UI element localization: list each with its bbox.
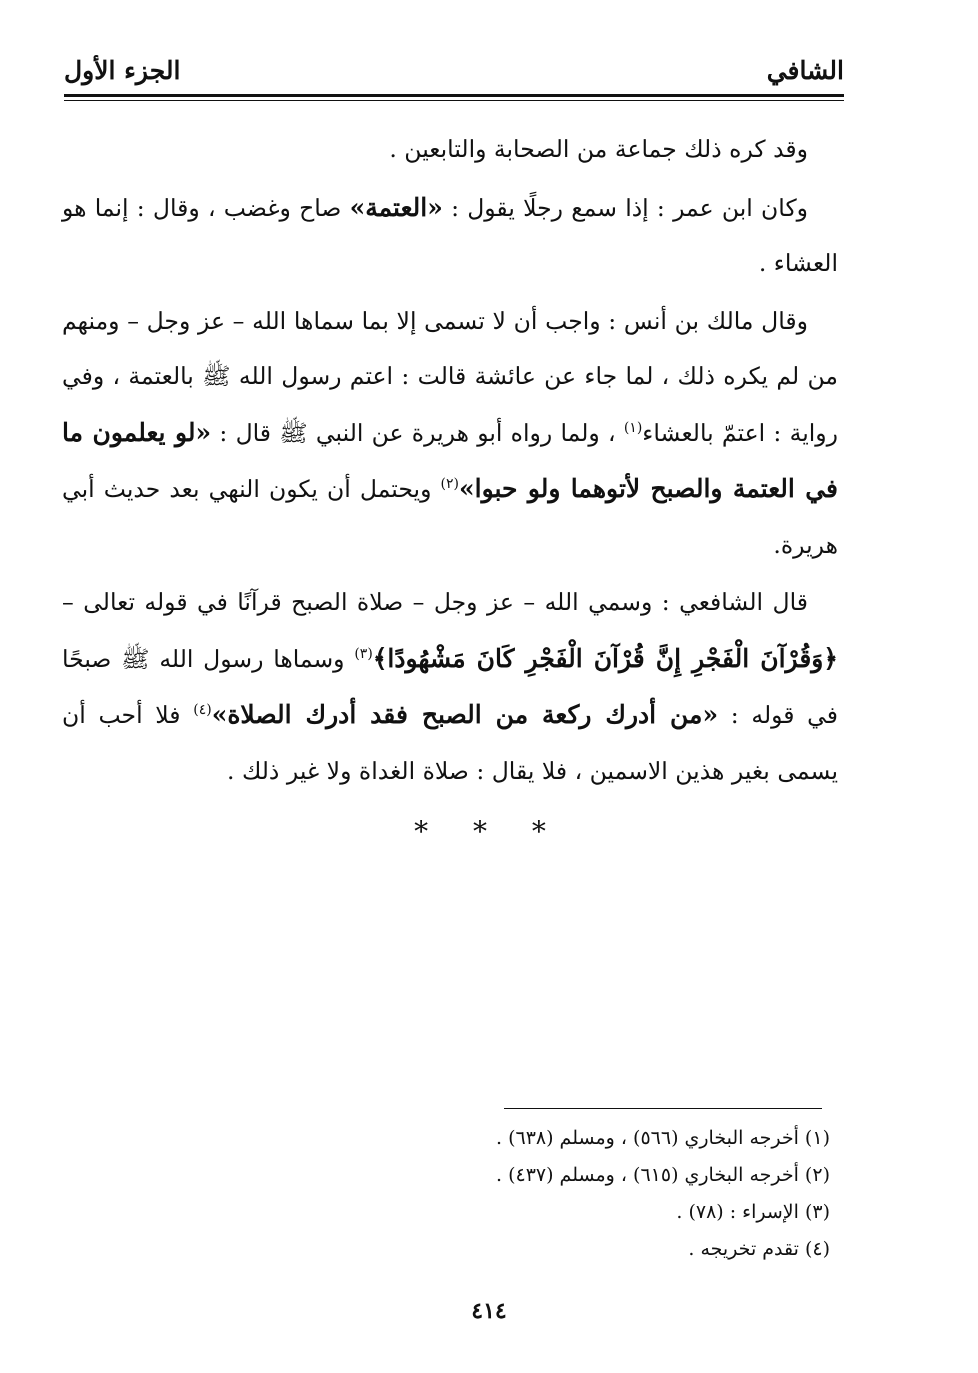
- paragraph-3: [62, 294, 838, 574]
- quran-verse: ﴿وَقُرْآنَ الْفَجْرِ إِنَّ قُرْآنَ الْفَجْرِ كَانَ مَشْهُودًا﴾: [372, 643, 838, 673]
- paragraph-1-text: وقد كره ذلك جماعة من الصحابة والتابعين .: [389, 135, 808, 163]
- footnotes: [420, 1120, 830, 1268]
- hadith-quote-2: «من أدرك ركعة من الصبح فقد أدرك الصلاة»: [211, 700, 719, 729]
- footnote-ref-4: (٤): [193, 702, 212, 719]
- section-separator: * * *: [414, 815, 564, 848]
- hadith-quote: «لو يعلمون ما في العتمة والصبح لأتوهما ولو حبوا»: [62, 417, 838, 503]
- part-label: الجزء الأول: [64, 56, 181, 85]
- paragraph-2-text-b: صاح وغضب ، وقال : إنما هو العشاء .: [62, 193, 838, 277]
- paragraph-4-text-a: قال الشافعي : وسمي الله – عز وجل – صلاة الصبح قرآنًا في قوله تعالى –: [62, 588, 808, 616]
- paragraph-4-text-b: وسماها رسول الله ﷺ صبحًا في قوله :: [62, 644, 839, 729]
- paragraph-3-text-c: ويحتمل أن يكون النهي بعد حديث أبي هريرة.: [62, 475, 838, 559]
- header-rule-thin: [64, 100, 844, 101]
- book-title: الشافي: [766, 56, 844, 85]
- page-number: ٤١٤: [471, 1298, 507, 1324]
- paragraph-2: [62, 180, 838, 292]
- paragraph-4-text-c: فلا أحب أن يسمى بغير هذين الاسمين ، فلا يقال : صلاة الغداة ولا غير ذلك .: [62, 701, 838, 785]
- main-text: [62, 122, 838, 801]
- footnote-ref-3: (٣): [354, 645, 373, 662]
- paragraph-1: [62, 122, 838, 178]
- paragraph-2-text-a: وكان ابن عمر : إذا سمع رجلًا يقول :: [442, 193, 808, 222]
- paragraph-4: [62, 575, 838, 799]
- footnote-rule: [504, 1108, 822, 1109]
- running-header: [64, 52, 844, 92]
- quoted-word: «العتمة»: [349, 192, 443, 222]
- header-rule: [64, 94, 844, 97]
- footnote-item: (١) أخرجه البخاري (٥٦٦) ، ومسلم (٦٣٨) .: [495, 1127, 830, 1149]
- footnote-item: (٣) الإسراء : (٧٨) .: [676, 1201, 830, 1223]
- paragraph-3-text-b: ، ولما رواه أبو هريرة عن النبي ﷺ قال :: [211, 418, 624, 447]
- footnote-ref-2: (٢): [440, 476, 459, 493]
- footnote-item: (٤) تقدم تخريجه .: [688, 1238, 830, 1260]
- paragraph-3-text-a: وقال مالك بن أنس : واجب أن لا تسمى إلا بما سماها الله – عز وجل – ومنهم من لم يكره ذلك ، لما جاء عن عائشة قالت : اعتم رسول الله ﷺ بالعتمة ، وفي رواية : اعتمّ بالعشاء: [62, 306, 838, 447]
- footnote-ref-1: (١): [623, 419, 643, 436]
- footnote-item: (٢) أخرجه البخاري (٦١٥) ، ومسلم (٤٣٧) .: [495, 1164, 830, 1186]
